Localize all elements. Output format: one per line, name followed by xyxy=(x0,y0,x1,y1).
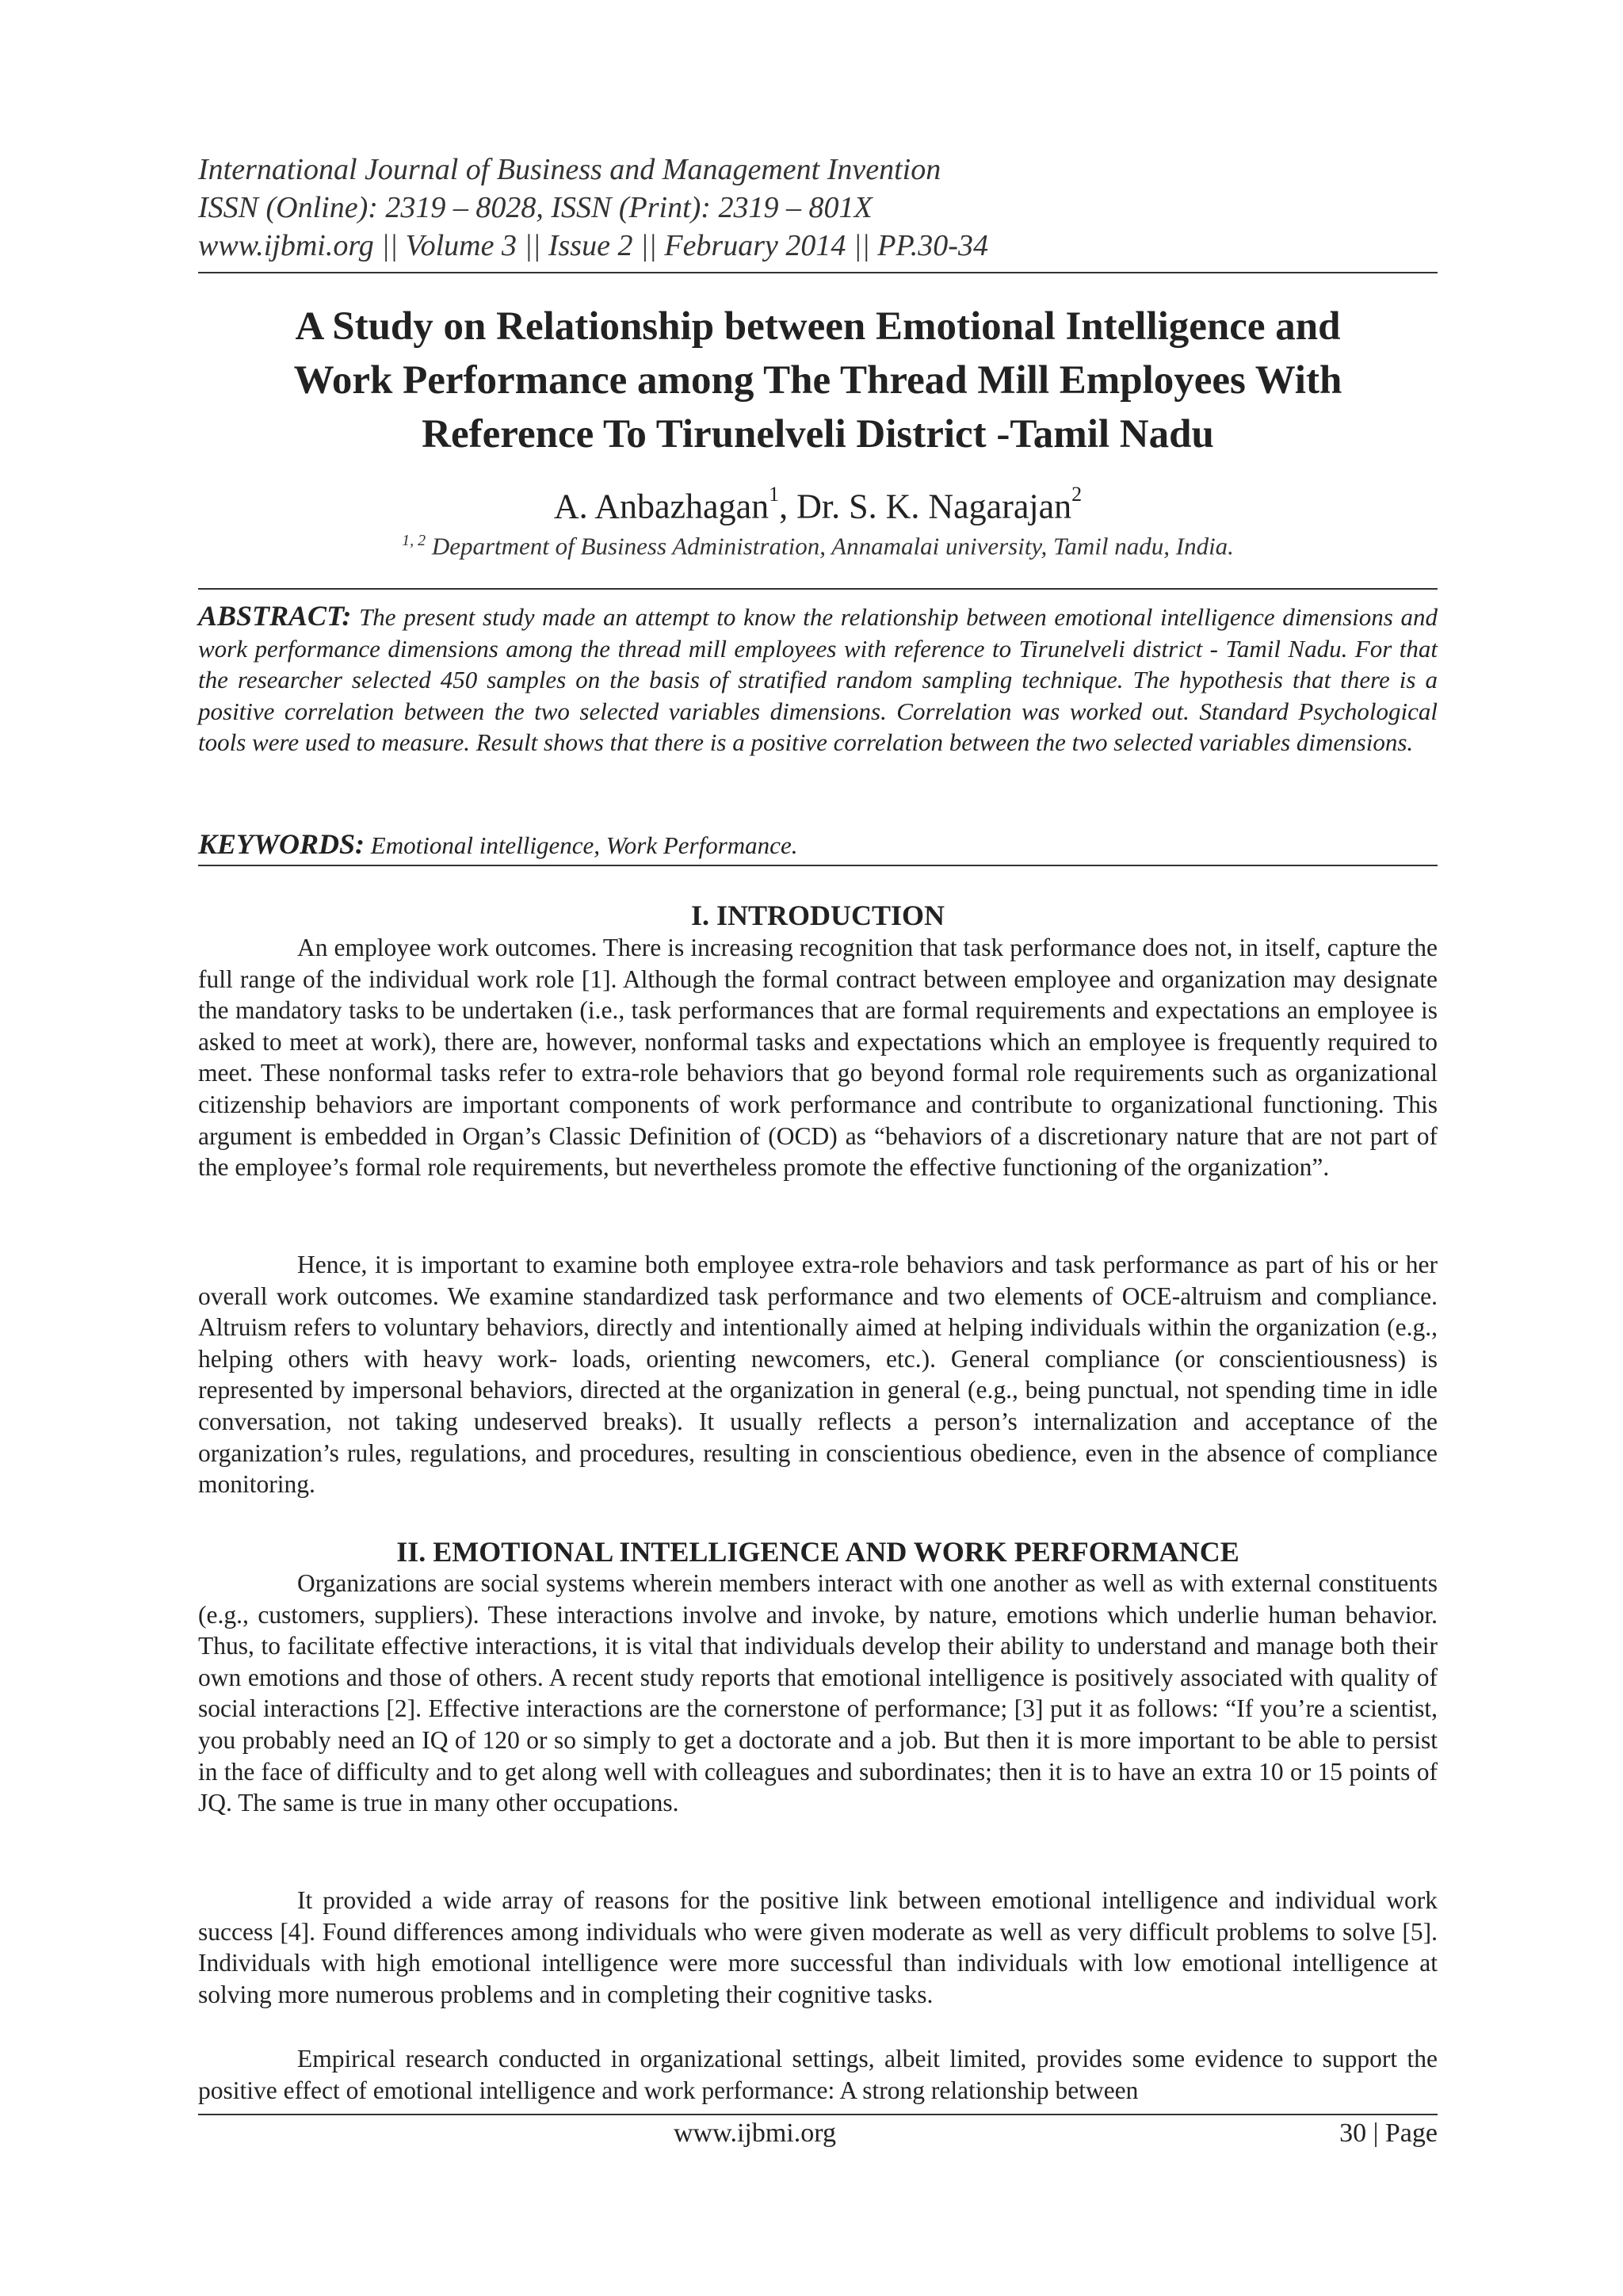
journal-issn: ISSN (Online): 2319 – 8028, ISSN (Print): 2319 – 801X xyxy=(198,191,873,224)
author-separator: , xyxy=(779,487,797,526)
abstract-top-rule xyxy=(198,588,1438,590)
footer-page-number: 30 | Page xyxy=(1339,2118,1438,2148)
paper-title xyxy=(198,300,1438,461)
section2-paragraph-1: Organizations are social systems wherein members interact with one another as well as with external constituents (e.g., customers, suppliers). These interactions involve and invoke, by nature, emotions which underlie human behavior. Thus, to facilitate effective interactions, it is vital that individuals develop their ability to understand and manage both their own emotions and those of others. A recent study reports that emotional intelligence is positively associated with quality of social interactions [2]. Effective interactions are the cornerstone of performance; [3] put it as follows: “If you’re a scientist, you probably need an IQ of 120 or so simply to get a doctorate and a job. But then it is more important to be able to persist in the face of difficulty and to get along well with colleagues and subordinates; then it is to have an extra 10 or 15 points of JQ. The same is true in many other occupations. xyxy=(198,1569,1438,1817)
footer-url: www.ijbmi.org xyxy=(674,2118,836,2148)
affiliation-text: Department of Business Administration, Annamalai university, Tamil nadu, India. xyxy=(426,532,1234,560)
author-1-affiliation-mark: 1 xyxy=(769,483,780,506)
author-affiliation xyxy=(198,525,1438,562)
keywords-label: KEYWORDS: xyxy=(198,828,365,860)
journal-volume-issue: www.ijbmi.org || Volume 3 || Issue 2 || February 2014 || PP.30-34 xyxy=(198,229,988,262)
author-list xyxy=(198,478,1438,529)
keywords-text: Emotional intelligence, Work Performance. xyxy=(365,831,798,859)
abstract-label: ABSTRACT: xyxy=(198,600,352,632)
section-heading-introduction: I. INTRODUCTION xyxy=(690,900,945,931)
affiliation-mark: 1, 2 xyxy=(402,532,426,549)
author-2-affiliation-mark: 2 xyxy=(1071,483,1083,506)
journal-header xyxy=(198,151,1438,265)
keywords-bottom-rule xyxy=(198,865,1438,866)
section-heading-ei-work-performance: II. EMOTIONAL INTELLIGENCE AND WORK PERFORMANCE xyxy=(396,1536,1239,1568)
intro-paragraph-2: Hence, it is important to examine both employee extra-role behaviors and task performance as part of his or her overall work outcomes. We examine standardized task performance and two elements of OCE-altruism and compliance. Altruism refers to voluntary behaviors, directly and intentionally aimed at helping individuals within the organization (e.g., helping others with heavy work- loads, orienting newcomers, etc.). General compliance (or conscientiousness) is represented by impersonal behaviors, directed at the organization in general (e.g., being punctual, not spending time in idle conversation, not taking undeserved breaks). It usually reflects a person’s internalization and acceptance of the organization’s rules, regulations, and procedures, resulting in conscientious obedience, even in the absence of compliance monitoring. xyxy=(198,1251,1438,1499)
title-line-2: Work Performance among The Thread Mill Employees With xyxy=(293,358,1342,403)
author-2: Dr. S. K. Nagarajan xyxy=(796,487,1072,526)
title-line-1: A Study on Relationship between Emotional Intelligence and xyxy=(295,304,1341,349)
intro-paragraph-1: An employee work outcomes. There is increasing recognition that task performance does not, in itself, capture the full range of the individual work role [1]. Although the formal contract between employee and organization may designate the mandatory tasks to be undertaken (i.e., task performances that are formal requirements and expectations an employee is asked to meet at work), there are, however, nonformal tasks and expectations which an employee is frequently required to meet. These nonformal tasks refer to extra-role behaviors that go beyond formal role requirements such as organizational citizenship behaviors are important components of work performance and contribute to organizational functioning. This argument is embedded in Organ’s Classic Definition of (OCD) as “behaviors of a discretionary nature that are not part of the employee’s formal role requirements, but nevertheless promote the effective functioning of the organization”. xyxy=(198,934,1438,1182)
footer-rule xyxy=(198,2114,1438,2115)
keywords-block xyxy=(198,828,1438,861)
journal-name: International Journal of Business and Management Invention xyxy=(198,153,941,186)
abstract-block xyxy=(198,601,1438,758)
title-line-3: Reference To Tirunelveli District -Tamil Nadu xyxy=(422,412,1214,457)
section2-paragraph-3: Empirical research conducted in organizational settings, albeit limited, provides some evidence to support the positive effect of emotional intelligence and work performance: A strong relationship between xyxy=(198,2045,1438,2104)
section2-paragraph-2: It provided a wide array of reasons for the positive link between emotional intelligence and individual work success [4]. Found differences among individuals who were given moderate as well as very difficult problems to solve [5]. Individuals with high emotional intelligence were more successful than individuals with low emotional intelligence at solving more numerous problems and in completing their cognitive tasks. xyxy=(198,1886,1438,2008)
header-rule xyxy=(198,272,1438,273)
author-1: A. Anbazhagan xyxy=(553,487,769,526)
abstract-text: The present study made an attempt to know the relationship between emotional intelligence dimensions and work performance dimensions among the thread mill employees with reference to Tirunelveli district - Tamil Nadu. For that the researcher selected 450 samples on the basis of stratified random sampling technique. The hypothesis that there is a positive correlation between the two selected variables dimensions. Correlation was worked out. Standard Psychological tools were used to measure. Result shows that there is a positive correlation between the two selected variables dimensions. xyxy=(198,603,1438,756)
